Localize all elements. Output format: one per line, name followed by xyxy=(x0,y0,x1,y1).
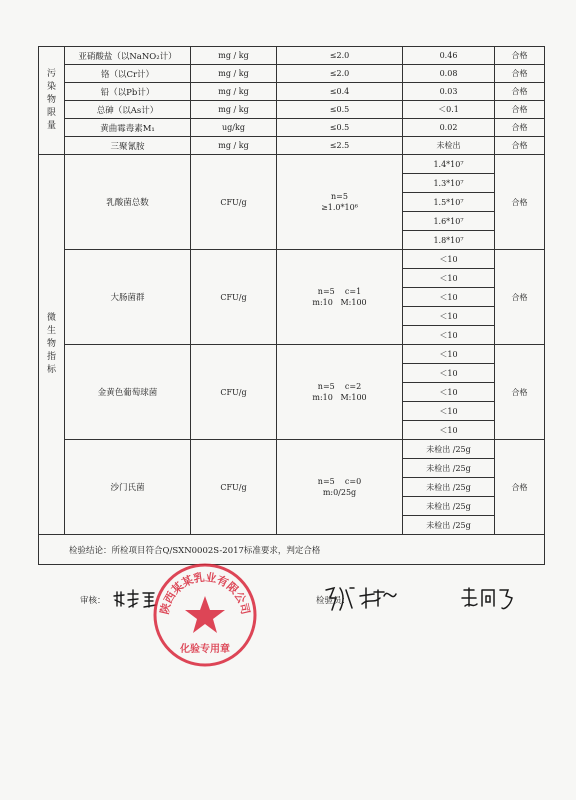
limit-line: n=5 c=1 xyxy=(317,287,362,296)
unit: CFU/g xyxy=(191,155,277,250)
result: 未检出 /25g xyxy=(403,516,495,535)
result: ＜10 xyxy=(403,364,495,383)
item-name: 沙门氏菌 xyxy=(65,440,191,535)
result: 1.4*10⁷ xyxy=(403,155,495,174)
official-stamp xyxy=(150,560,260,670)
limit-line: m:0/25g xyxy=(322,488,357,497)
result: ＜10 xyxy=(403,326,495,345)
verdict: 合格 xyxy=(495,47,545,65)
category-char: 量 xyxy=(46,121,56,131)
result: ＜10 xyxy=(403,307,495,326)
result: ＜10 xyxy=(403,345,495,364)
category-microbial xyxy=(39,155,65,535)
result: ＜10 xyxy=(403,421,495,440)
category-char: 标 xyxy=(46,365,56,375)
result: ＜10 xyxy=(403,383,495,402)
unit: mg / kg xyxy=(191,101,277,119)
result: 未检出 /25g xyxy=(403,459,495,478)
result: 1.3*10⁷ xyxy=(403,174,495,193)
result: 1.6*10⁷ xyxy=(403,212,495,231)
limit: ≤0.5 xyxy=(277,101,403,119)
microbial-row xyxy=(39,250,545,269)
category-char: 生 xyxy=(46,326,56,336)
verdict: 合格 xyxy=(495,137,545,155)
result: ＜10 xyxy=(403,250,495,269)
contaminant-row xyxy=(39,137,545,155)
limit-line: n=5 c=2 xyxy=(317,382,362,391)
limit: ≤2.5 xyxy=(277,137,403,155)
unit: ug/kg xyxy=(191,119,277,137)
test-results-table xyxy=(38,46,545,565)
contaminant-row xyxy=(39,47,545,65)
category-contaminants xyxy=(39,47,65,155)
limit-line: n=5 c=0 xyxy=(317,477,362,486)
category-char: 微 xyxy=(46,313,56,323)
item-name: 金黄色葡萄球菌 xyxy=(65,345,191,440)
category-char: 物 xyxy=(46,95,56,105)
item-name: 乳酸菌总数 xyxy=(65,155,191,250)
verdict: 合格 xyxy=(495,440,545,535)
contaminant-row xyxy=(39,83,545,101)
limit-line: n=5 xyxy=(331,192,348,201)
result: 0.08 xyxy=(403,65,495,83)
verdict: 合格 xyxy=(495,250,545,345)
unit: mg / kg xyxy=(191,137,277,155)
category-char: 染 xyxy=(46,82,56,92)
result: 0.46 xyxy=(403,47,495,65)
verdict: 合格 xyxy=(495,155,545,250)
item-name: 铅（以Pb计） xyxy=(65,83,191,101)
verdict: 合格 xyxy=(495,83,545,101)
unit: mg / kg xyxy=(191,47,277,65)
result: 未检出 /25g xyxy=(403,497,495,516)
result: ＜0.1 xyxy=(403,101,495,119)
verdict: 合格 xyxy=(495,65,545,83)
unit: mg / kg xyxy=(191,83,277,101)
svg-text:化验专用章: 化验专用章 xyxy=(180,644,230,655)
item-name: 三聚氰胺 xyxy=(65,137,191,155)
unit: CFU/g xyxy=(191,250,277,345)
limit: ≤2.0 xyxy=(277,47,403,65)
verdict: 合格 xyxy=(495,101,545,119)
reviewer-label: 审核： xyxy=(80,596,106,606)
limit-line: m:10 M:100 xyxy=(312,393,367,402)
result: 0.02 xyxy=(403,119,495,137)
inspector-signature xyxy=(322,584,532,614)
limit-line: m:10 M:100 xyxy=(312,298,367,307)
result: 1.8*10⁷ xyxy=(403,231,495,250)
inspector-label: 检验员： xyxy=(316,596,351,606)
result: 未检出 /25g xyxy=(403,478,495,497)
category-char: 物 xyxy=(46,339,56,349)
verdict: 合格 xyxy=(495,119,545,137)
limit xyxy=(277,345,403,440)
result: ＜10 xyxy=(403,402,495,421)
conclusion-text: 检验结论：所检项目符合Q/SXN0002S-2017标准要求，判定合格 xyxy=(39,535,545,565)
category-char: 指 xyxy=(46,352,56,362)
limit-line: ≥1.0*10⁶ xyxy=(321,203,358,212)
limit xyxy=(277,440,403,535)
microbial-row xyxy=(39,345,545,364)
limit xyxy=(277,155,403,250)
item-name: 黄曲霉毒素M₁ xyxy=(65,119,191,137)
item-name: 铬（以Cr计） xyxy=(65,65,191,83)
contaminant-row xyxy=(39,65,545,83)
limit: ≤0.5 xyxy=(277,119,403,137)
item-name: 亚硝酸盐（以NaNO₂计） xyxy=(65,47,191,65)
microbial-row xyxy=(39,155,545,174)
unit: mg / kg xyxy=(191,65,277,83)
result: 未检出 /25g xyxy=(403,440,495,459)
item-name: 大肠菌群 xyxy=(65,250,191,345)
contaminant-row xyxy=(39,119,545,137)
result: ＜10 xyxy=(403,269,495,288)
limit: ≤2.0 xyxy=(277,65,403,83)
limit xyxy=(277,250,403,345)
conclusion-row xyxy=(39,535,545,565)
microbial-row xyxy=(39,440,545,459)
category-char: 污 xyxy=(46,69,56,79)
contaminant-row xyxy=(39,101,545,119)
unit: CFU/g xyxy=(191,345,277,440)
verdict: 合格 xyxy=(495,345,545,440)
result: 1.5*10⁷ xyxy=(403,193,495,212)
svg-text:陕西某某乳业有限公司: 陕西某某乳业有限公司 xyxy=(157,570,253,616)
result: ＜10 xyxy=(403,288,495,307)
limit: ≤0.4 xyxy=(277,83,403,101)
category-char: 限 xyxy=(46,108,56,118)
result: 未检出 xyxy=(403,137,495,155)
item-name: 总砷（以As计） xyxy=(65,101,191,119)
result: 0.03 xyxy=(403,83,495,101)
unit: CFU/g xyxy=(191,440,277,535)
